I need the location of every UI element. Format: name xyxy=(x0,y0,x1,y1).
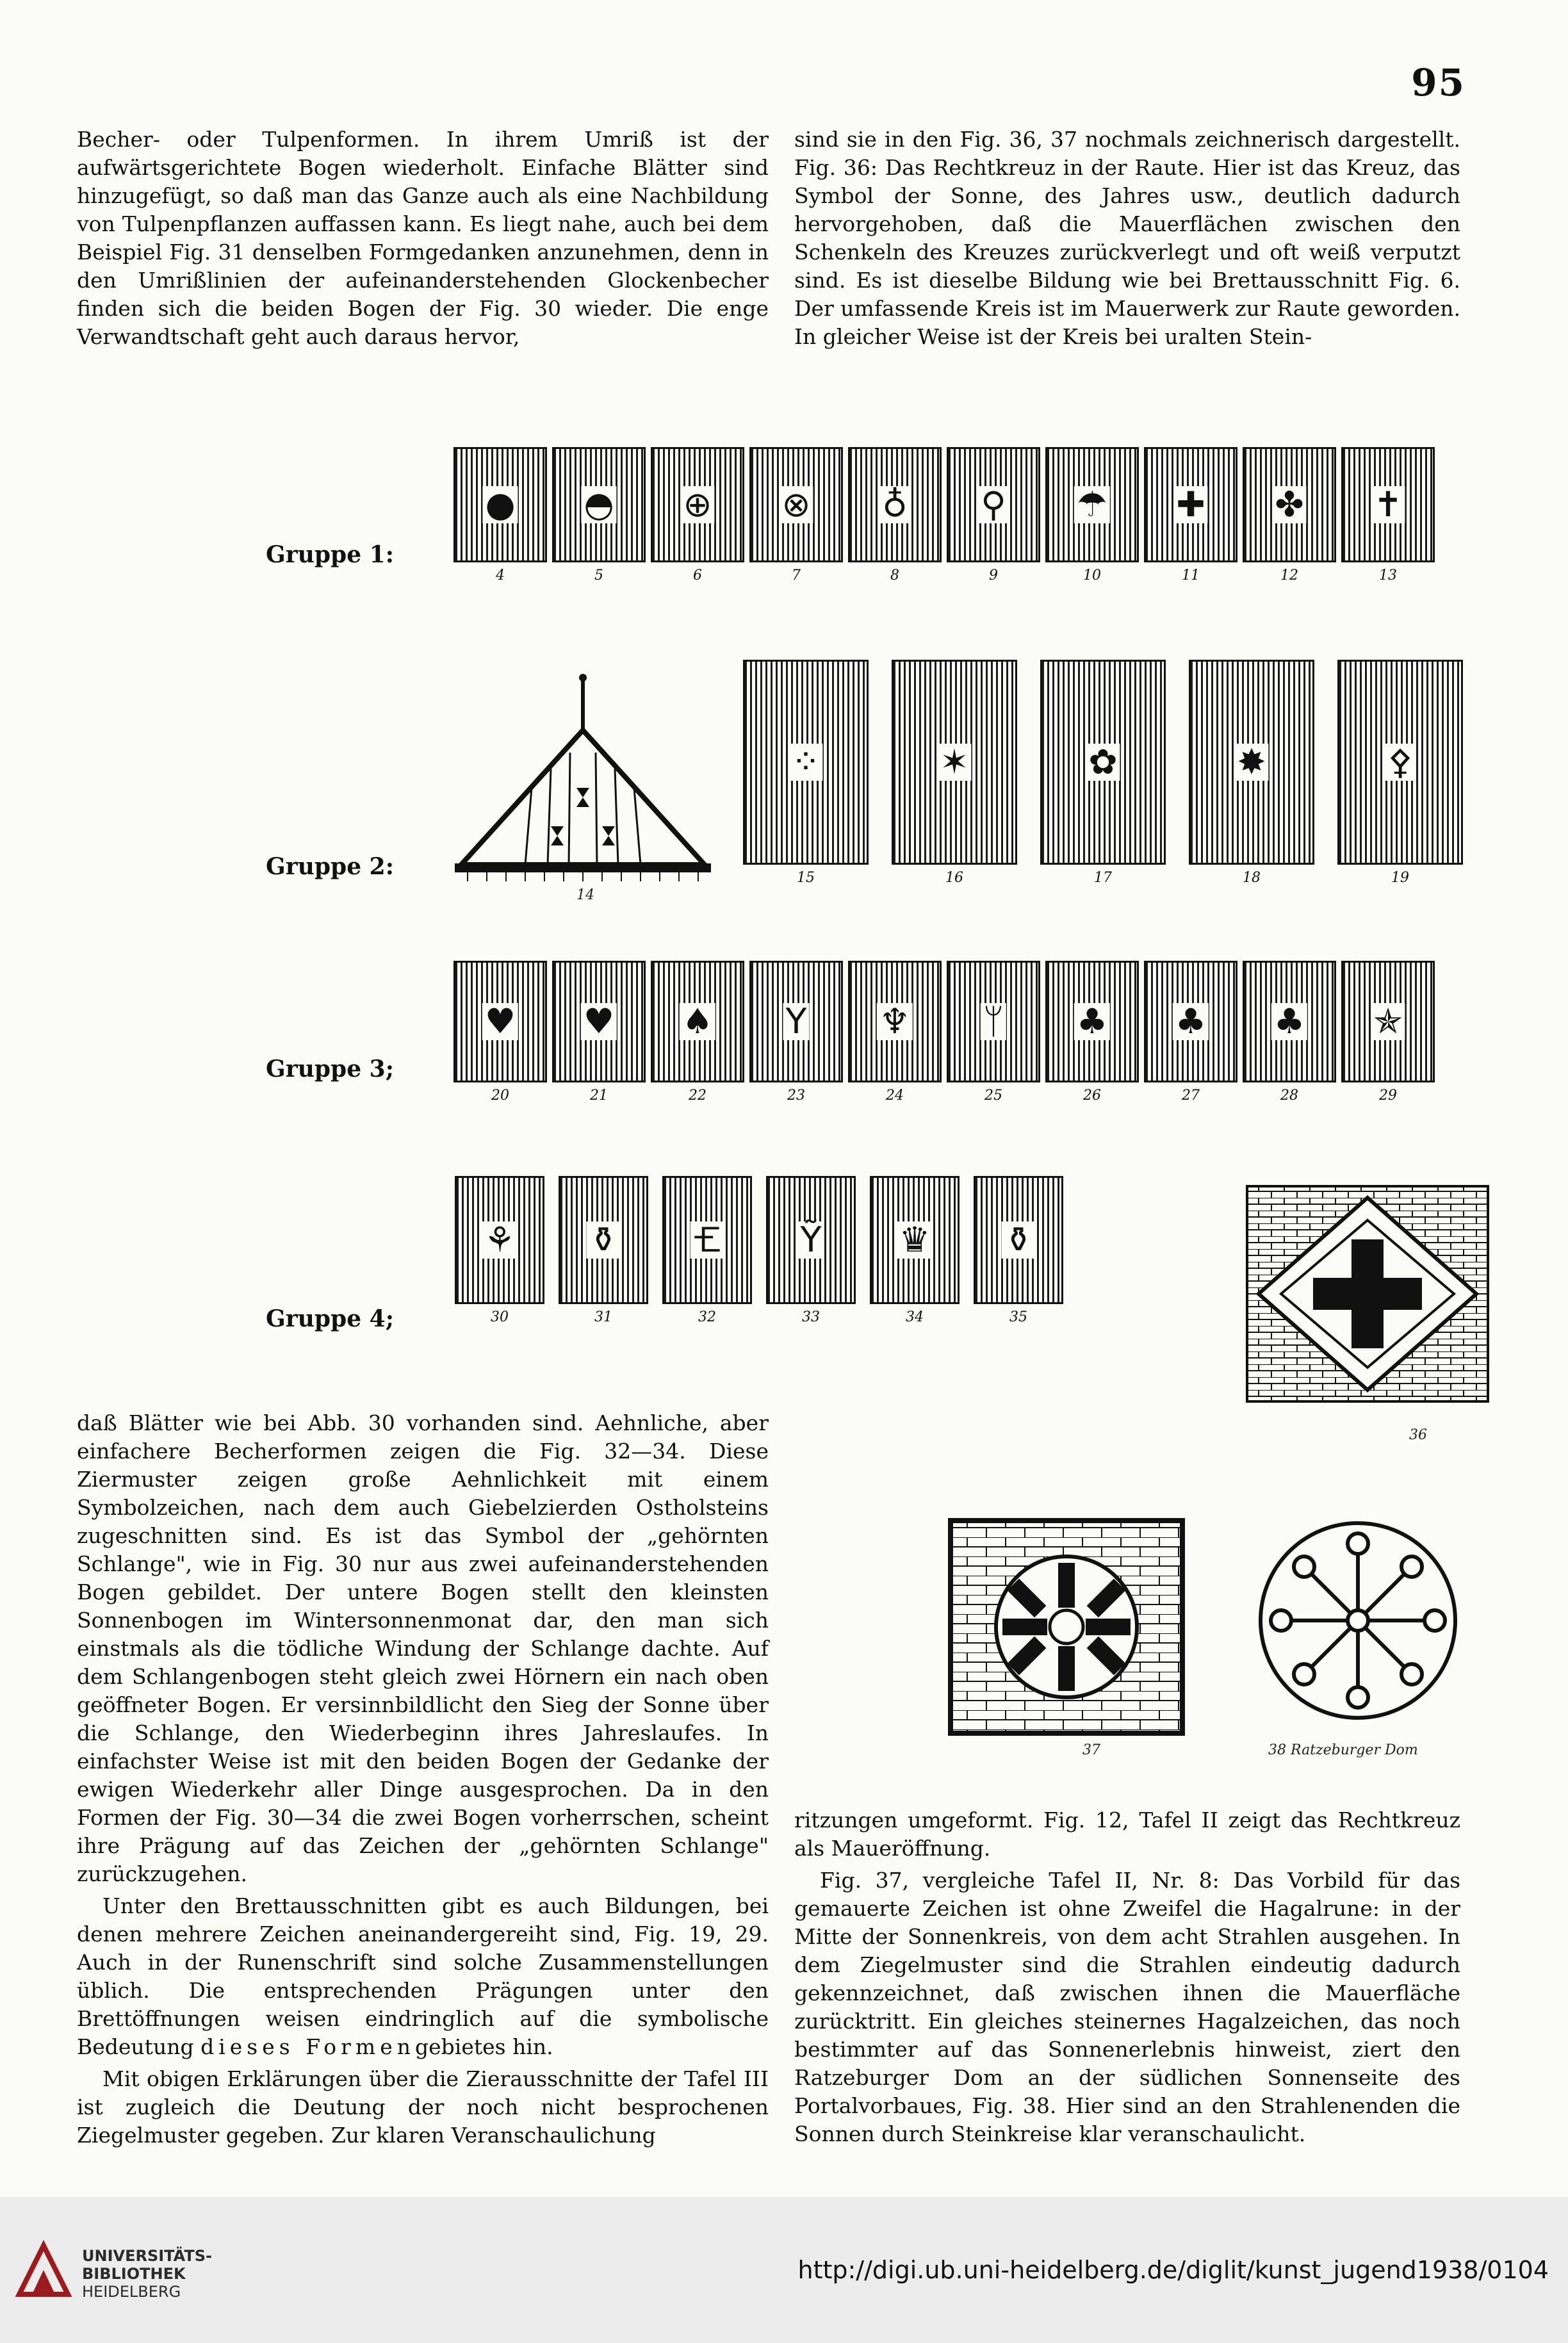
latin-cross-icon: ✝ xyxy=(1371,486,1405,523)
hagal-brick-drawing xyxy=(948,1518,1185,1736)
figure-number: 32 xyxy=(698,1309,716,1325)
figure-number: 27 xyxy=(1182,1088,1200,1104)
spade-icon: ♠ xyxy=(680,1003,715,1040)
board-cutout xyxy=(552,961,646,1082)
horned-arch-icon: ᛘ xyxy=(981,1003,1006,1040)
gable-figure xyxy=(448,673,717,884)
ornament-panel xyxy=(662,1176,752,1330)
figure-number: 15 xyxy=(797,870,815,886)
six-point-star-icon: ✶ xyxy=(937,744,971,781)
ornament-panel xyxy=(974,1176,1063,1330)
star-over-sign-icon: ✯ xyxy=(1371,1003,1405,1040)
figure-number: 19 xyxy=(1391,870,1409,886)
ornament-panel xyxy=(1243,447,1336,588)
ornament-panel xyxy=(651,447,744,588)
group-1-figure-row xyxy=(453,447,1435,588)
paragraph: ritzungen umgeformt. Fig. 12, Tafel II zeigt das Rechtkreuz als Maueröffnung. xyxy=(794,1808,1460,1861)
figure-number: 12 xyxy=(1280,567,1298,584)
group-3-figure-row xyxy=(453,961,1435,1108)
figure-number: 35 xyxy=(1009,1309,1027,1325)
small-cross-icon: ✚ xyxy=(1173,486,1207,523)
board-cutout xyxy=(453,961,547,1082)
ratzeburg-hagal-drawing xyxy=(1255,1518,1460,1723)
figure-number: 7 xyxy=(792,567,801,584)
tulip-icon: ♣ xyxy=(1074,1003,1110,1040)
ornament-panel xyxy=(1144,447,1237,588)
board-cutout xyxy=(662,1176,752,1304)
figure-caption: Ratzeburger Dom xyxy=(1291,1742,1418,1758)
board-cutout xyxy=(1144,961,1237,1082)
figure-number: 21 xyxy=(590,1088,608,1104)
bell-cups-icon: ⚱ xyxy=(586,1221,620,1259)
figure-number: 4 xyxy=(496,567,505,584)
permalink-url[interactable]: http://digi.ub.uni-heidelberg.de/diglit/kunst_jugend1938/0104 xyxy=(797,2256,1549,2284)
text-column-bottom-right xyxy=(794,1806,1460,2152)
ornament-panel xyxy=(651,961,744,1108)
umbrella-icon: ☂ xyxy=(1074,486,1110,523)
figure-number: 34 xyxy=(906,1309,924,1325)
figure-36-brick-diamond xyxy=(1246,1185,1489,1403)
paragraph xyxy=(77,1892,769,2061)
board-cutout xyxy=(870,1176,960,1304)
figure-38-ratzeburg-hagal xyxy=(1255,1518,1460,1723)
paragraph-text: gebietes hin. xyxy=(415,2034,553,2059)
figure-number: 5 xyxy=(594,567,603,584)
ornament-panel xyxy=(455,1176,544,1330)
urn-icon: ⚱ xyxy=(1001,1221,1035,1259)
ornament-panel xyxy=(1243,961,1336,1108)
heart-icon: ♥ xyxy=(482,1003,518,1040)
board-cutout xyxy=(651,447,744,562)
circle-on-stem-icon: ⚲ xyxy=(978,486,1009,523)
ornament-panel xyxy=(743,660,869,890)
cup-icon: ♣ xyxy=(1173,1003,1209,1040)
text-column-bottom-left xyxy=(77,1409,769,2153)
quatrefoil-icon: ✤ xyxy=(1272,486,1306,523)
figure-number: 25 xyxy=(984,1088,1002,1104)
ornament-panel xyxy=(1045,447,1139,588)
board-cutout xyxy=(1341,447,1435,562)
ornament-panel xyxy=(848,961,942,1108)
ornament-panel xyxy=(947,447,1040,588)
half-circle-icon: ◓ xyxy=(581,486,616,523)
group-3-label: Gruppe 3; xyxy=(266,1056,395,1082)
figure-number: 22 xyxy=(689,1088,706,1104)
sun-wheel-icon: ✿ xyxy=(1086,744,1120,781)
y-rune-icon: Y xyxy=(783,1003,810,1040)
figure-number: 38 xyxy=(1268,1742,1286,1758)
text-column-top-right xyxy=(794,126,1460,355)
ornament-panel xyxy=(749,447,843,588)
paragraph: sind sie in den Fig. 36, 37 nochmals zeichnerisch dargestellt. Fig. 36: Das Rechtkreuz in der Raute. Hier ist das Kreuz, das Symbol der Sonne, des Jahres usw., deutlich dadurch hervorgehoben, daß die Mauerflächen zwischen den Schenkeln des Kreuzes zurückverlegt und oft weiß verputzt sind. Es ist dieselbe Bildung wie bei Brettausschnitt Fig. 6. Der umfassende Kreis ist im Mauerwerk zur Raute geworden. In gleicher Weise ist der Kreis bei uralten Stein- xyxy=(794,127,1460,349)
circle-cross-icon: ⊕ xyxy=(680,486,714,523)
board-cutout xyxy=(552,447,646,562)
board-cutout xyxy=(766,1176,856,1304)
ornament-panel xyxy=(552,961,646,1108)
board-cutout xyxy=(848,961,942,1082)
board-cutout xyxy=(455,1176,544,1304)
paragraph: Mit obigen Erklärungen über die Zierausschnitte der Tafel III ist zugleich die Deutung der noch nicht besprochenen Ziegelmuster gegeben. Zur klaren Veranschaulichung xyxy=(77,2066,769,2148)
small-goblet-icon: Ỹ xyxy=(798,1221,824,1259)
ornament-panel xyxy=(892,660,1017,890)
ornament-panel xyxy=(552,447,646,588)
figure-number: 29 xyxy=(1379,1088,1397,1104)
ornament-panel xyxy=(453,961,547,1108)
figure-number: 23 xyxy=(787,1088,805,1104)
crown-cup-icon: ♛ xyxy=(897,1221,933,1259)
figure-number: 24 xyxy=(886,1088,904,1104)
ornament-panel xyxy=(947,961,1040,1108)
ornament-panel xyxy=(1337,660,1463,890)
brick-diamond-drawing xyxy=(1246,1185,1489,1403)
board-cutout xyxy=(892,660,1017,865)
figure-number: 11 xyxy=(1182,567,1200,584)
cross-on-circle-icon: ♁ xyxy=(879,486,910,523)
board-cutout xyxy=(743,660,869,865)
ornament-panel xyxy=(559,1176,648,1330)
group-2-figure-row xyxy=(743,660,1463,890)
figure-number: 10 xyxy=(1083,567,1101,584)
figure-number: 16 xyxy=(945,870,963,886)
dots-icon: ⁘ xyxy=(788,744,822,781)
board-cutout xyxy=(1045,961,1139,1082)
emphasized-text: dieses Formen xyxy=(200,2034,416,2059)
bulb-on-stem-icon: ♆ xyxy=(877,1003,913,1040)
paragraph: Becher- oder Tulpenformen. In ihrem Umriß ist der aufwärtsgerichtete Bogen wiederholt. Einfache Blätter sind hinzugefügt, so daß man das Ganze auch als eine Nachbildung von Tulpenpflanzen auffassen kann. Es liegt nahe, auch bei dem Beispiel Fig. 31 denselben Formgedanken anzunehmen, denn in den Umrißlinien der aufeinanderstehenden Glockenbecher finden sich die beiden Bogen der Fig. 30 wieder. Die enge Verwandtschaft geht auch daraus hervor, xyxy=(77,127,769,349)
figure-38-caption xyxy=(1268,1742,1418,1758)
board-cutout xyxy=(1040,660,1166,865)
library-name-line: UNIVERSITÄTS- xyxy=(82,2247,213,2265)
viewer-footer xyxy=(0,2197,1568,2343)
figure-number: 13 xyxy=(1379,567,1397,584)
heart-on-stem-icon: ♥ xyxy=(581,1003,617,1040)
combined-sign-icon: ⚴ xyxy=(1385,744,1416,781)
university-library-logo-icon xyxy=(13,2239,74,2301)
board-cutout xyxy=(1144,447,1237,562)
library-name-line: BIBLIOTHEK xyxy=(82,2265,186,2283)
tulip-plant-icon: ⚘ xyxy=(482,1221,518,1259)
board-cutout xyxy=(1243,447,1336,562)
paragraph-text: Unter den Brettausschnitten gibt es auch Bildungen, bei denen mehrere Zeichen aneinandergereiht sind, Fig. 19, 29. Auch in der Runenschrift sind solche Zusammenstellungen üblich. Die entsprechenden Prägungen unter den Brettöffnungen weisen eindringlich auf die symbolische Bedeutung xyxy=(77,1893,769,2059)
figure-37-hagal-brick xyxy=(948,1518,1185,1736)
board-cutout xyxy=(1341,961,1435,1082)
figure-number: 18 xyxy=(1243,870,1261,886)
library-name xyxy=(82,2247,212,2301)
board-cutout xyxy=(974,1176,1063,1304)
ornament-panel xyxy=(870,1176,960,1330)
ornament-panel xyxy=(1040,660,1166,890)
club-icon: ♣ xyxy=(1271,1003,1307,1040)
group-4-figure-row xyxy=(455,1176,1063,1330)
board-cutout xyxy=(1243,961,1336,1082)
page-number: 95 xyxy=(1411,61,1466,104)
figure-number: 17 xyxy=(1094,870,1112,886)
board-cutout xyxy=(947,447,1040,562)
figure-number: 8 xyxy=(890,567,899,584)
paragraph: Fig. 37, vergleiche Tafel II, Nr. 8: Das Vorbild für das gemauerte Zeichen ist ohne Zweifel die Hagalrune: in der Mitte der Sonnenkreis, von dem acht Strahlen ausgehen. In dem Ziegelmuster sind die Strahlen eindeutig dadurch gekennzeichnet, daß zwischen ihnen die Mauerfläche zurücktritt. Ein gleiches steinernes Hagalzeichen, das noch bestimmter auf das Sonnenerlebnis hinweist, ziert den Ratzeburger Dom an der südlichen Sonnenseite des Portalvorbaues, Fig. 38. Hier sind an den Strahlenenden die Sonnen durch Steinkreise klar veranschaulicht. xyxy=(794,1868,1460,2146)
figure-number: 37 xyxy=(1082,1742,1100,1758)
figure-number: 28 xyxy=(1280,1088,1298,1104)
board-cutout xyxy=(848,447,942,562)
ornament-panel xyxy=(1189,660,1314,890)
board-cutout xyxy=(559,1176,648,1304)
goblet-icon: 🝗 xyxy=(690,1221,724,1259)
board-cutout xyxy=(947,961,1040,1082)
ornament-panel xyxy=(1144,961,1237,1108)
figure-number: 9 xyxy=(989,567,998,584)
library-name-line: HEIDELBERG xyxy=(82,2283,181,2301)
board-cutout xyxy=(1189,660,1314,865)
board-cutout xyxy=(749,447,843,562)
figure-number: 36 xyxy=(1409,1427,1427,1443)
gable-drawing xyxy=(448,673,717,884)
board-cutout xyxy=(1337,660,1463,865)
ornament-panel xyxy=(766,1176,856,1330)
figure-number: 26 xyxy=(1083,1088,1101,1104)
circle-saltire-icon: ⊗ xyxy=(779,486,813,523)
board-cutout xyxy=(749,961,843,1082)
group-2-label: Gruppe 2: xyxy=(266,853,395,880)
figure-number: 20 xyxy=(491,1088,509,1104)
group-1-label: Gruppe 1: xyxy=(266,541,395,568)
eight-point-star-icon: ✸ xyxy=(1234,744,1268,781)
ornament-panel xyxy=(1045,961,1139,1108)
ornament-panel xyxy=(453,447,547,588)
figure-number: 14 xyxy=(576,887,594,903)
group-4-label: Gruppe 4; xyxy=(266,1305,395,1332)
ornament-panel xyxy=(1341,447,1435,588)
board-cutout xyxy=(1045,447,1139,562)
filled-circle-icon: ● xyxy=(482,486,518,523)
ornament-panel xyxy=(848,447,942,588)
figure-number: 33 xyxy=(802,1309,820,1325)
board-cutout xyxy=(651,961,744,1082)
ornament-panel xyxy=(749,961,843,1108)
text-column-top-left xyxy=(77,126,769,355)
figure-number: 6 xyxy=(693,567,702,584)
board-cutout xyxy=(453,447,547,562)
ornament-panel xyxy=(1341,961,1435,1108)
paragraph: daß Blätter wie bei Abb. 30 vorhanden sind. Aehnliche, aber einfachere Becherformen zeigen die Fig. 32—34. Diese Ziermuster zeigen große Aehnlichkeit mit einem Symbolzeichen, nach dem auch Giebelzierden Ostholsteins zugeschnitten sind. Es ist das Symbol der „gehörnten Schlange", wie in Fig. 30 nur aus zwei aufeinanderstehenden Bogen gebildet. Der untere Bogen stellt den kleinsten Sonnenbogen im Wintersonnenmonat dar, den man sich einstmals als die tödliche Windung der Schlange dachte. Auf dem Schlangenbogen steht gleich zwei Hörnern ein nach oben geöffneter Bogen. Er versinnbildlicht den Sieg der Sonne über die Schlange, den Wiederbeginn ihres Jahreslaufes. In einfachster Weise ist mit den beiden Bogen der Gedanke der ewigen Wiederkehr aller Dinge ausgesprochen. Da in den Formen der Fig. 30—34 die zwei Bogen vorherrschen, scheint ihre Prägung auf das Zeichen der „gehörnten Schlange" zurückzugehen. xyxy=(77,1410,769,1886)
figure-number: 30 xyxy=(491,1309,509,1325)
figure-number: 31 xyxy=(594,1309,612,1325)
